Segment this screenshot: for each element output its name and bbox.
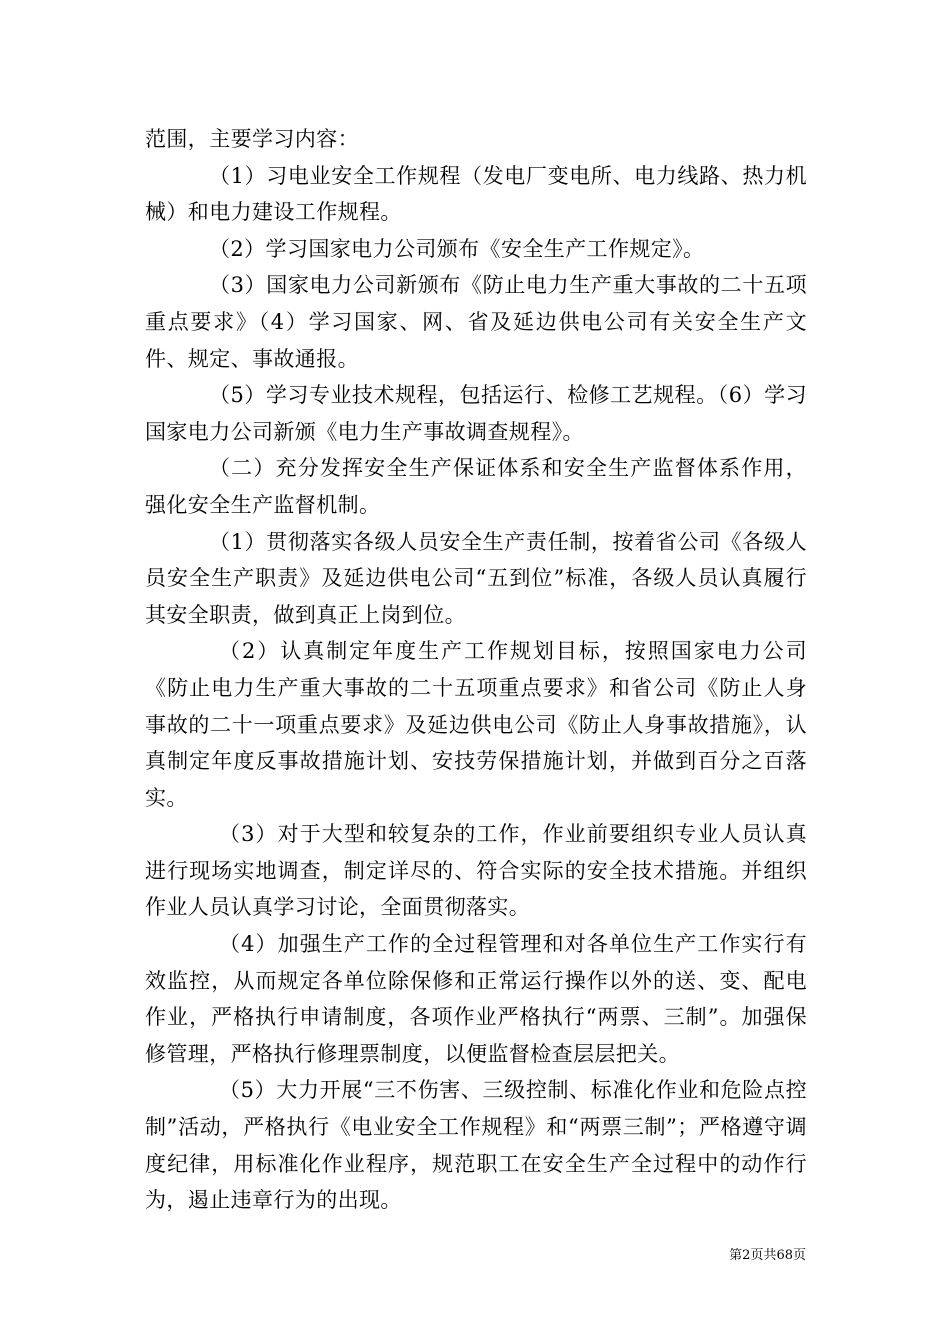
document-body bbox=[145, 121, 807, 1219]
paragraph-annual-plan: （2）认真制定年度生产工作规划目标，按照国家电力公司《防止电力生产重大事故的二十五项重点要求》和省公司《防止人身事故的二十一项重点要求》及延边供电公司《防止人身事故措施》，认真制定年度反事故措施计划、安技劳保措施计划，并做到百分之百落实。 bbox=[145, 639, 807, 810]
paragraph-responsibility: （1）贯彻落实各级人员安全生产责任制，按着省公司《各级人员安全生产职责》及延边供电公司“五到位”标准，各级人员认真履行其安全职责，做到真正上岗到位。 bbox=[145, 529, 807, 627]
paragraph-section-2: （二）充分发挥安全生产保证体系和安全生产监督体系作用，强化安全生产监督机制。 bbox=[145, 456, 807, 517]
paragraph-complex-work: （3）对于大型和较复杂的工作，作业前要组织专业人员认真进行现场实地调查，制定详尽的、符合实际的安全技术措施。并组织作业人员认真学习讨论，全面贯彻落实。 bbox=[145, 822, 807, 920]
paragraph-scope: 范围，主要学习内容： bbox=[145, 127, 359, 151]
paragraph-item-1: （1）习电业安全工作规程（发电厂变电所、电力线路、热力机械）和电力建设工作规程。 bbox=[145, 163, 807, 225]
paragraph-process-management: （4）加强生产工作的全过程管理和对各单位生产工作实行有效监控，从而规定各单位除保修和正常运行操作以外的送、变、配电作业，严格执行申请制度，各项作业严格执行“两票、三制”。加强保修管理，严格执行修理票制度，以便监督检查层层把关。 bbox=[145, 932, 807, 1066]
page-number: 第2页共68页 bbox=[729, 1248, 806, 1263]
paragraph-item-2: （2）学习国家电力公司颁布《安全生产工作规定》。 bbox=[209, 236, 705, 261]
paragraph-safety-campaign: （5）大力开展“三不伤害、三级控制、标准化作业和危险点控制”活动，严格执行《电业安全工作规程》和“两票三制”；严格遵守调度纪律，用标准化作业程序，规范职工在安全生产全过程中的动作行为，遏止违章行为的出现。 bbox=[145, 1078, 807, 1213]
paragraph-item-3-4: （3）国家电力公司新颁布《防止电力生产重大事故的二十五项重点要求》（4）学习国家、网、省及延边供电公司有关安全生产文件、规定、事故通报。 bbox=[145, 273, 807, 371]
paragraph-item-5-6: （5）学习专业技术规程，包括运行、检修工艺规程。（6）学习国家电力公司新颁《电力生产事故调查规程》。 bbox=[145, 383, 807, 444]
